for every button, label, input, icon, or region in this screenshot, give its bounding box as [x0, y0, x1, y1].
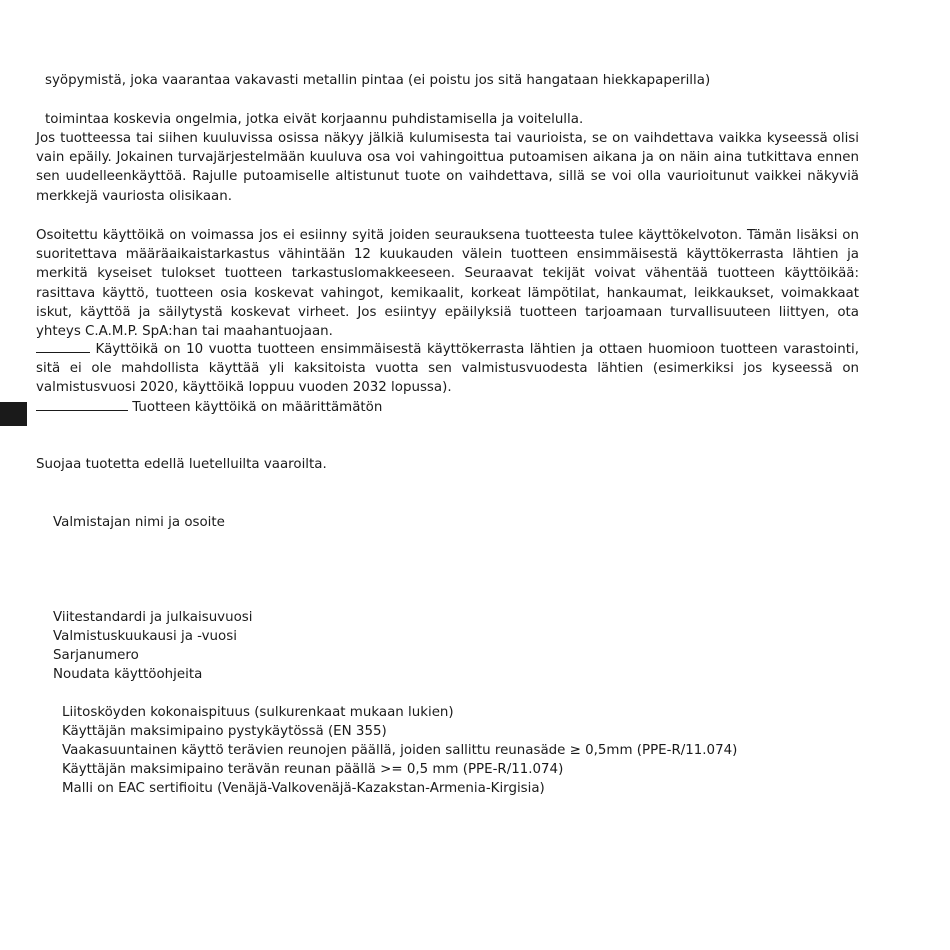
text-line-metal-corrosion: syöpymistä, joka vaarantaa vakavasti metallin pintaa (ei poistu jos sitä hangataan hiekkapaperilla)	[45, 73, 711, 88]
option-lifetime-unlimited-text: Tuotteen käyttöikä on määrittämätön	[132, 400, 383, 415]
option-lifetime-10-years	[36, 340, 859, 398]
marking-item: Sarjanumero	[53, 648, 139, 663]
text-manufacturer: Valmistajan nimi ja osoite	[53, 515, 225, 530]
spec-item: Malli on EAC sertifioitu (Venäjä-Valkovenäjä-Kazakstan-Armenia-Kirgisia)	[62, 781, 545, 796]
text-line-function-problems: toimintaa koskevia ongelmia, jotka eivät korjaannu puhdistamisella ja voitelulla.	[45, 112, 584, 127]
marking-item: Viitestandardi ja julkaisuvuosi	[53, 610, 253, 625]
checkbox-blank-line[interactable]	[36, 340, 90, 353]
marking-item: Noudata käyttöohjeita	[53, 667, 203, 682]
option-lifetime-unlimited	[36, 398, 382, 417]
spec-item: Vaakasuuntainen käyttö terävien reunojen päällä, joiden sallittu reunasäde ≥ 0,5mm (PPE-R/11.074)	[62, 743, 738, 758]
option-lifetime-10-years-text: Käyttöikä on 10 vuotta tuotteen ensimmäisestä käyttökerrasta lähtien ja ottaen huomioon tuotteen varastointi, sitä ei ole mahdollista käyttää yli kaksitoista vuotta sen valmistusvuodesta lähtien (esimerkiksi jos kyseessä on valmistusvuosi 2020, käyttöikä loppuu vuoden 2032 lopussa).	[36, 342, 859, 396]
marking-item: Valmistuskuukausi ja -vuosi	[53, 629, 237, 644]
spec-item: Käyttäjän maksimipaino pystykäytössä (EN 355)	[62, 724, 387, 739]
text-protect-product: Suojaa tuotetta edellä luetelluilta vaaroilta.	[36, 457, 327, 472]
paragraph-replace-product: Jos tuotteessa tai siihen kuuluvissa osissa näkyy jälkiä kulumisesta tai vaurioista, se on vaihdettava vaikka kyseessä olisi vain epäily. Jokainen turvajärjestelmään kuuluva osa voi vahingoittua putoamisen aikana ja on näin aina tutkittava ennen sen uudelleenkäyttöä. Rajulle putoamiselle altistunut tuote on vaihdettava, sillä se voi olla vaurioitunut vaikkei näkyviä merkkejä vauriosta olisikaan.	[36, 131, 859, 204]
spec-item: Liitosköyden kokonaispituus (sulkurenkaat mukaan lukien)	[62, 705, 454, 720]
paragraph-lifetime: Osoitettu käyttöikä on voimassa jos ei esiinny syitä joiden seurauksena tuotteesta tulee käyttökelvoton. Tämän lisäksi on suoritettava määräaikaistarkastus vähintään 12 kuukauden välein tuotteen ensimmäisestä käyttökerrasta lähtien ja merkitä kyseiset tulokset tuotteen tarkastuslomakkeeseen. Seuraavat tekijät voivat vähentää tuotteen käyttöikää: rasittava käyttö, tuotteen osia koskevat vahingot, kemikaalit, korkeat lämpötilat, hankaumat, leikkaukset, voimakkaat iskut, käyttöä ja säilytystä koskevat virheet. Jos esiintyy epäilyksiä tuotteen tarjoamaan turvallisuuteen liittyen, ota yhteys C.A.M.P. SpA:han tai maahantuojaan.	[36, 228, 859, 340]
page-edge-marker	[0, 402, 27, 426]
spec-item: Käyttäjän maksimipaino terävän reunan päällä >= 0,5 mm (PPE-R/11.074)	[62, 762, 564, 777]
checkbox-blank-line[interactable]	[36, 398, 128, 411]
